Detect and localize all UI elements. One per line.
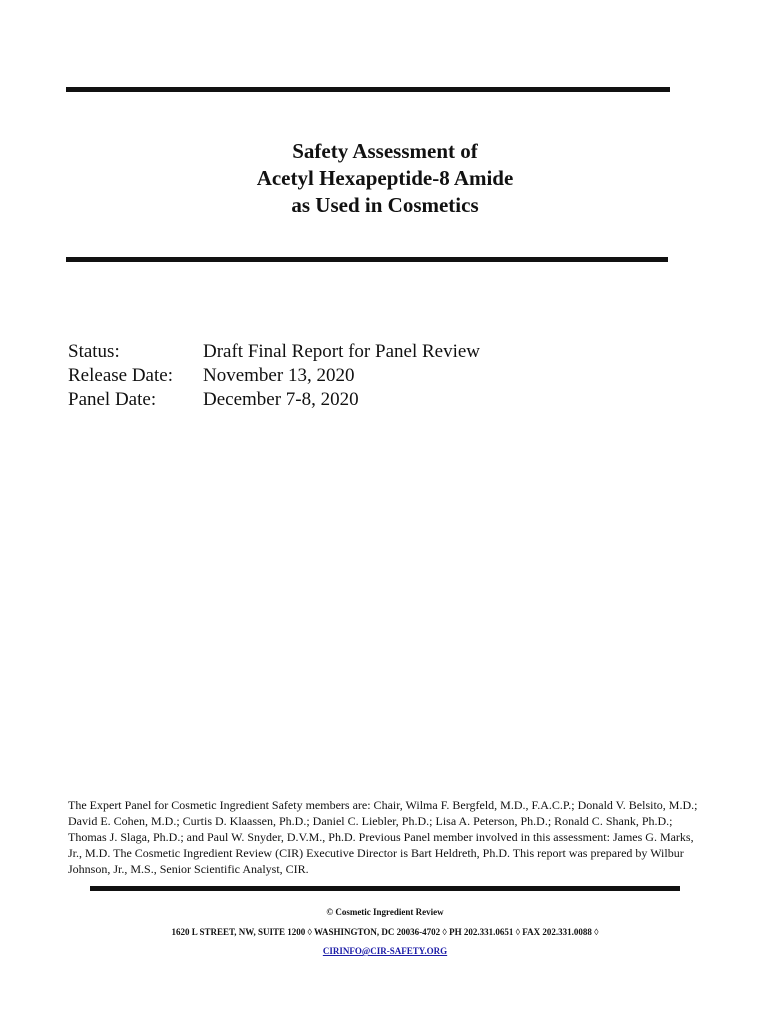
footer-divider: [90, 886, 680, 891]
title-line-1: Safety Assessment of: [292, 139, 478, 163]
release-date-row: [68, 364, 480, 388]
footer-copyright: © Cosmetic Ingredient Review: [326, 907, 444, 917]
expert-panel-note: The Expert Panel for Cosmetic Ingredient Safety members are: Chair, Wilma F. Bergfeld, M.D., F.A.C.P.; Donald V. Belsito, M.D.; David E. Cohen, M.D.; Curtis D. Klaassen, Ph.D.; Daniel C. Liebler, Ph.D.; Lisa A. Peterson, Ph.D.; Ronald C. Shank, Ph.D.; Thomas J. Slaga, Ph.D.; and Paul W. Snyder, D.V.M., Ph.D. Previous Panel member involved in this assessment: James G. Marks, Jr., M.D. The Cosmetic Ingredient Review (CIR) Executive Director is Bart Heldreth, Ph.D. This report was prepared by Wilbur Johnson, Jr., M.S., Senior Scientific Analyst, CIR.: [68, 798, 698, 876]
footer-address: 1620 L STREET, NW, SUITE 1200 ◊ WASHINGTON, DC 20036-4702 ◊ PH 202.331.0651 ◊ FAX 202.331.0088 ◊: [171, 927, 599, 937]
status-row: [68, 340, 480, 364]
top-divider: [66, 87, 670, 92]
panel-date-row: [68, 388, 480, 412]
status-value: Draft Final Report for Panel Review: [203, 341, 481, 362]
release-date-label: Release Date:: [68, 365, 173, 386]
footer-email-line: [0, 946, 770, 956]
footer-email-link[interactable]: CIRINFO@CIR-SAFETY.ORG: [322, 946, 448, 956]
report-metadata: [68, 340, 480, 412]
document-title: [0, 138, 770, 219]
status-label: Status:: [68, 341, 120, 362]
panel-date-label: Panel Date:: [68, 389, 157, 410]
title-divider: [66, 257, 668, 262]
release-date-value: November 13, 2020: [203, 365, 355, 386]
title-line-2: Acetyl Hexapeptide-8 Amide: [256, 166, 514, 190]
panel-date-value: December 7-8, 2020: [203, 389, 359, 410]
title-line-3: as Used in Cosmetics: [291, 193, 479, 217]
